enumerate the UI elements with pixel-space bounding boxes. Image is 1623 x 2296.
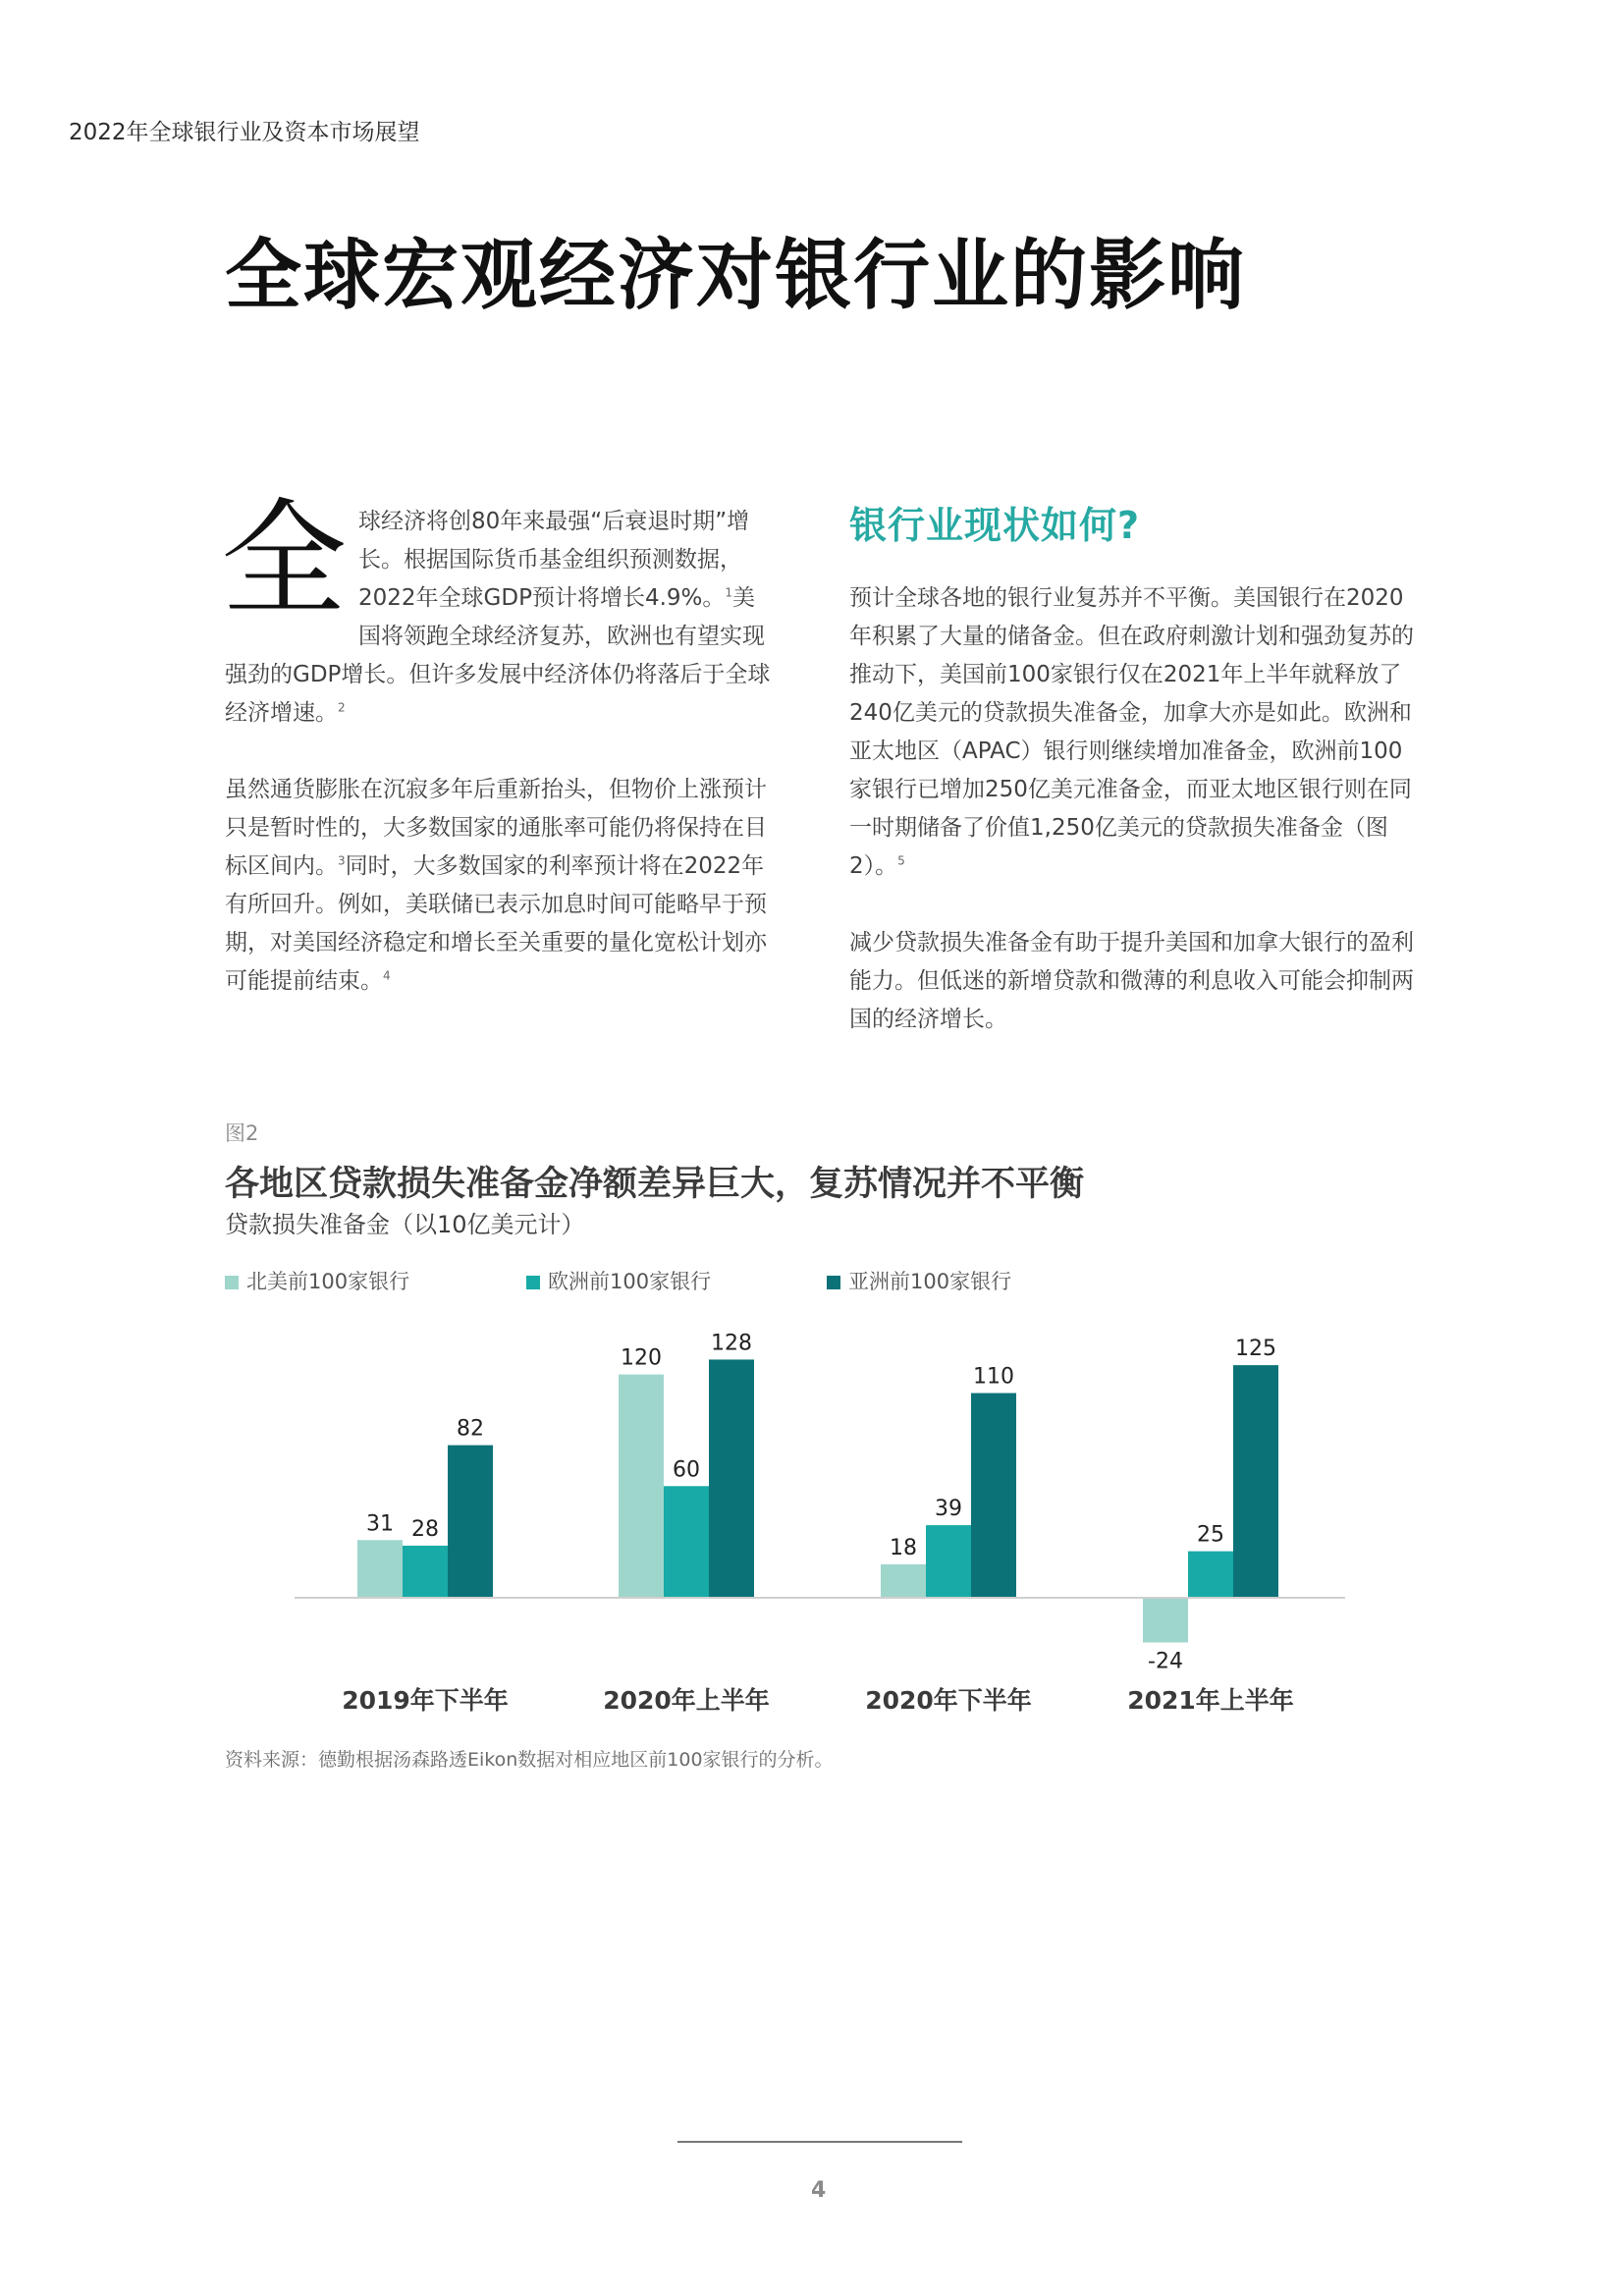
right-paragraph-1-text: 预计全球各地的银行业复苏并不平衡。美国银行在2020年积累了大量的储备金。但在政府刺激计划和强劲复苏的推动下，美国前100家银行仅在2021年上半年就释放了240亿美元的贷款损失准备金，加拿大亦是如此。欧洲和亚太地区（APAC）银行则继续增加准备金，欧洲前100家银行已增加250亿美元准备金，而亚太地区银行则在同一时期储备了价值1,250亿美元的贷款损失准备金（图2）。 [849,585,1414,879]
legend-swatch [526,1276,540,1289]
bar [709,1359,754,1598]
left-paragraph-2-text: 虽然通货膨胀在沉寂多年后重新抬头，但物价上涨预计只是暂时性的，大多数国家的通胀率可能仍将保持在目标区间内。 [225,777,767,879]
footnote-ref-5: 5 [897,853,905,868]
bar [403,1546,448,1598]
drop-cap: 全 [221,487,348,633]
data-label: -24 [1148,1649,1183,1674]
left-paragraph-1-continued: 美国将领跑全球经济复苏，欧洲也有望实现强劲的GDP增长。但许多发展中经济体仍将落后于全球经济增速。 [225,585,771,726]
data-label: 125 [1235,1337,1276,1362]
x-tick-label: 2020年上半年 [603,1686,770,1715]
data-label: 110 [973,1364,1014,1390]
left-paragraph-1-text: 球经济将创80年来最强“后衰退时期”增长。根据国际货币基金组织预测数据，2022年全球GDP预计将增长4.9%。 [358,509,750,611]
data-label: 31 [366,1511,394,1537]
right-column [849,579,1419,1039]
left-column [221,487,775,1001]
bar [1233,1365,1278,1598]
legend-label: 北美前100家银行 [246,1270,410,1293]
bar [357,1540,403,1598]
data-label: 39 [935,1497,962,1522]
x-tick-label: 2021年上半年 [1127,1686,1294,1715]
bar [619,1375,664,1598]
figure-label: 图2 [225,1121,259,1145]
footnote-ref-4: 4 [383,968,391,983]
right-paragraph-2 [849,924,1419,1039]
left-paragraph-2-continued: 同时，大多数国家的利率预计将在2022年有所回升。例如，美联储已表示加息时间可能略早于预期，对美国经济稳定和增长至关重要的量化宽松计划亦可能提前结束。 [225,853,767,994]
bar [926,1525,971,1598]
chart-title: 各地区贷款损失准备金净额差异巨大，复苏情况并不平衡 [225,1165,1085,1204]
bar [1188,1552,1233,1598]
bar [1143,1598,1188,1642]
data-label: 82 [457,1416,484,1442]
bar [664,1486,709,1598]
chart-subtitle: 贷款损失准备金（以10亿美元计） [225,1211,585,1238]
footer-rule [677,2141,962,2143]
data-label: 128 [711,1331,752,1356]
report-header: 2022年全球银行业及资本市场展望 [69,120,420,145]
data-label: 18 [890,1535,917,1560]
bar [448,1446,493,1598]
footnote-ref-1: 1 [725,585,733,600]
bar [881,1564,926,1598]
data-label: 25 [1197,1522,1224,1548]
figure-source: 资料来源：德勤根据汤森路透Eikon数据对相应地区前100家银行的分析。 [225,1749,834,1771]
footnote-ref-2: 2 [338,700,346,715]
page-number: 4 [811,2178,827,2203]
legend-label: 欧洲前100家银行 [548,1270,712,1293]
left-paragraph-2 [225,771,775,1001]
legend-label: 亚洲前100家银行 [848,1270,1012,1293]
bar [971,1394,1016,1598]
page-title: 全球宏观经济对银行业的影响 [225,232,1247,320]
right-paragraph-2-text: 减少贷款损失准备金有助于提升美国和加拿大银行的盈利能力。但低迷的新增贷款和微薄的利息收入可能会抑制两国的经济增长。 [849,930,1414,1032]
footnote-ref-3: 3 [338,853,346,868]
right-paragraph-1 [849,579,1419,886]
legend-swatch [827,1276,840,1289]
data-label: 60 [673,1457,700,1483]
legend-swatch [225,1276,239,1289]
x-tick-label: 2019年下半年 [342,1686,509,1715]
section-heading: 银行业现状如何? [849,504,1141,547]
left-paragraph-1 [221,487,775,733]
data-label: 120 [621,1345,662,1371]
data-label: 28 [411,1516,439,1542]
x-tick-label: 2020年下半年 [865,1686,1032,1715]
